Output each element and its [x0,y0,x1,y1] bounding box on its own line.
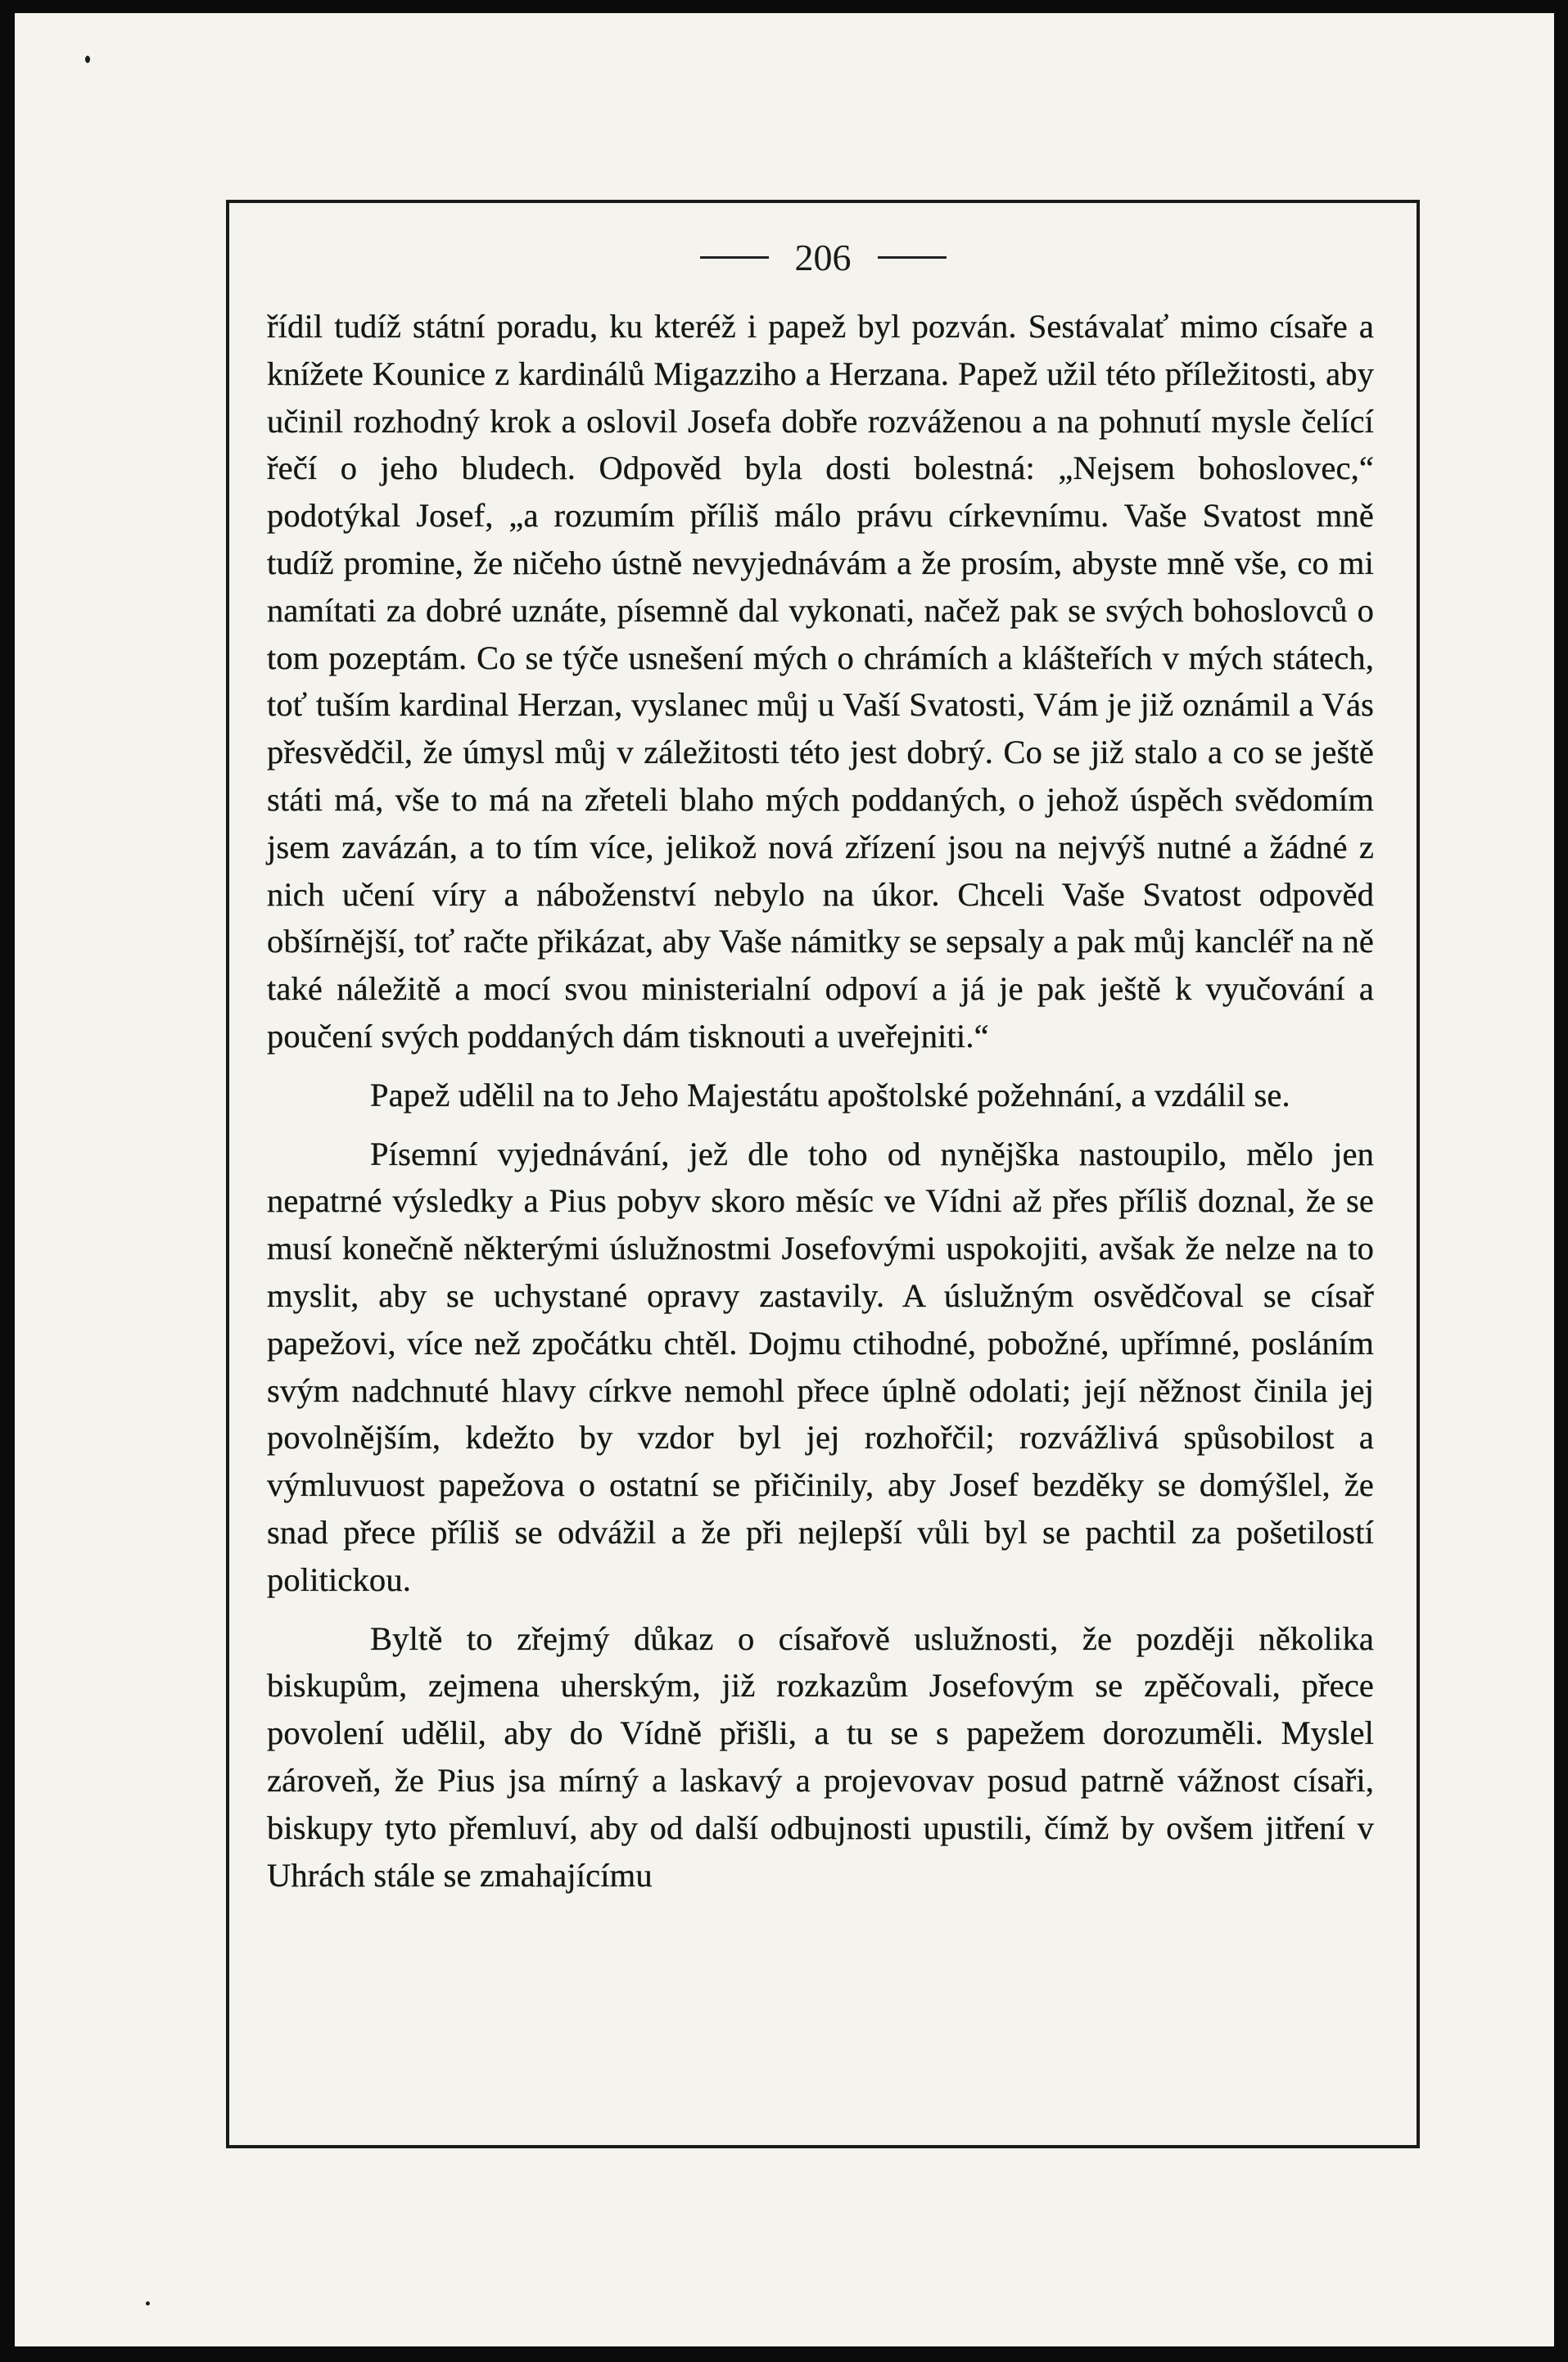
body-text [267,303,1374,1899]
header-rule-right [878,256,947,259]
header-rule-left [700,256,769,259]
scan-speck [85,56,90,63]
text-frame [226,200,1420,2148]
paragraph: Papež udělil na to Jeho Majestátu apoštolské požehnání, a vzdálil se. [370,1076,1290,1113]
page-sheet [15,13,1554,2346]
page-header [229,236,1417,293]
scan-speck [146,2301,150,2306]
paragraph: řídil tudíž státní poradu, ku kteréž i papež byl pozván. Sestávalať mimo císaře a knížete Kounice z kardinálů Migazziho a Herzana. Papež užil této příležitosti, aby učinil rozhodný krok a oslovil Josefa dobře rozváženou a na pohnutí mysle čelící řečí o jeho bludech. Odpověd byla dosti bolestná: „Nejsem bohoslovec,“ podotýkal Josef, „a rozumím příliš málo právu církevnímu. Vaše Svatost mně tudíž promine, že ničeho ústně nevyjednávám a že prosím, abyste mně vše, co mi namítati za dobré uznáte, písemně dal vykonati, načež pak se svých bohoslovců o tom pozeptám. Co se týče usnešení mých o chrámích a klášteřích v mých státech, toť tuším kardinal Herzan, vyslanec můj u Vaší Svatosti, Vám je již oznámil a Vás přesvědčil, že úmysl můj v záležitosti této jest dobrý. Co se již stalo a co se ještě státi má, vše to má na zřeteli blaho mých poddaných, o jehož úspěch svědomím jsem zavázán, a to tím více, jelikož nová zřízení jsou na nejvýš nutné a žádné z nich učení víry a náboženství nebylo na úkor. Chceli Vaše Svatost odpověd obšírnější, toť račte přikázat, aby Vaše námitky se sepsaly a pak můj kancléř na ně také náležitě a mocí svou ministerialní odpoví a já je pak ještě k vyučování a poučení svých poddaných dám tisknouti a uveřejniti.“ [267,308,1374,1055]
paragraph: Byltě to zřejmý důkaz o císařově uslužnosti, že později několika biskupům, zejmena uherským, již rozkazům Josefovým se zpěčovali, přece povolení udělil, aby do Vídně přišli, a tu se s papežem dorozuměli. Myslel zároveň, že Pius jsa mírný a laskavý a projevovav posud patrně vážnost císaři, biskupy tyto přemluví, aby od další odbujnosti upustili, čímž by ovšem jitření v Uhrách stále se zmahajícímu [267,1619,1374,1894]
page-number: 206 [794,237,852,278]
paragraph: Písemní vyjednávání, jež dle toho od nynějška nastoupilo, mělo jen nepatrné výsledky a Pius pobyv skoro měsíc ve Vídni až přes příliš doznal, že se musí konečně některými úslužnostmi Josefovými uspokojiti, avšak že nelze na to myslit, aby se uchystané opravy zastavily. A úslužným osvědčoval se císař papežovi, více než zpočátku chtěl. Dojmu ctihodné, pobožné, upřímné, posláním svým nadchnuté hlavy církve nemohl přece úplně odolati; její něžnost činila jej povolnějším, kdežto by vzdor byl jej rozhořčil; rozvážlivá spůsobilost a výmluvuost papežova o ostatní se přičinily, aby Josef bezděky se domýšlel, že snad přece příliš se odvážil a že při nejlepší vůli byl se pachtil za pošetilostí politickou. [267,1135,1374,1598]
